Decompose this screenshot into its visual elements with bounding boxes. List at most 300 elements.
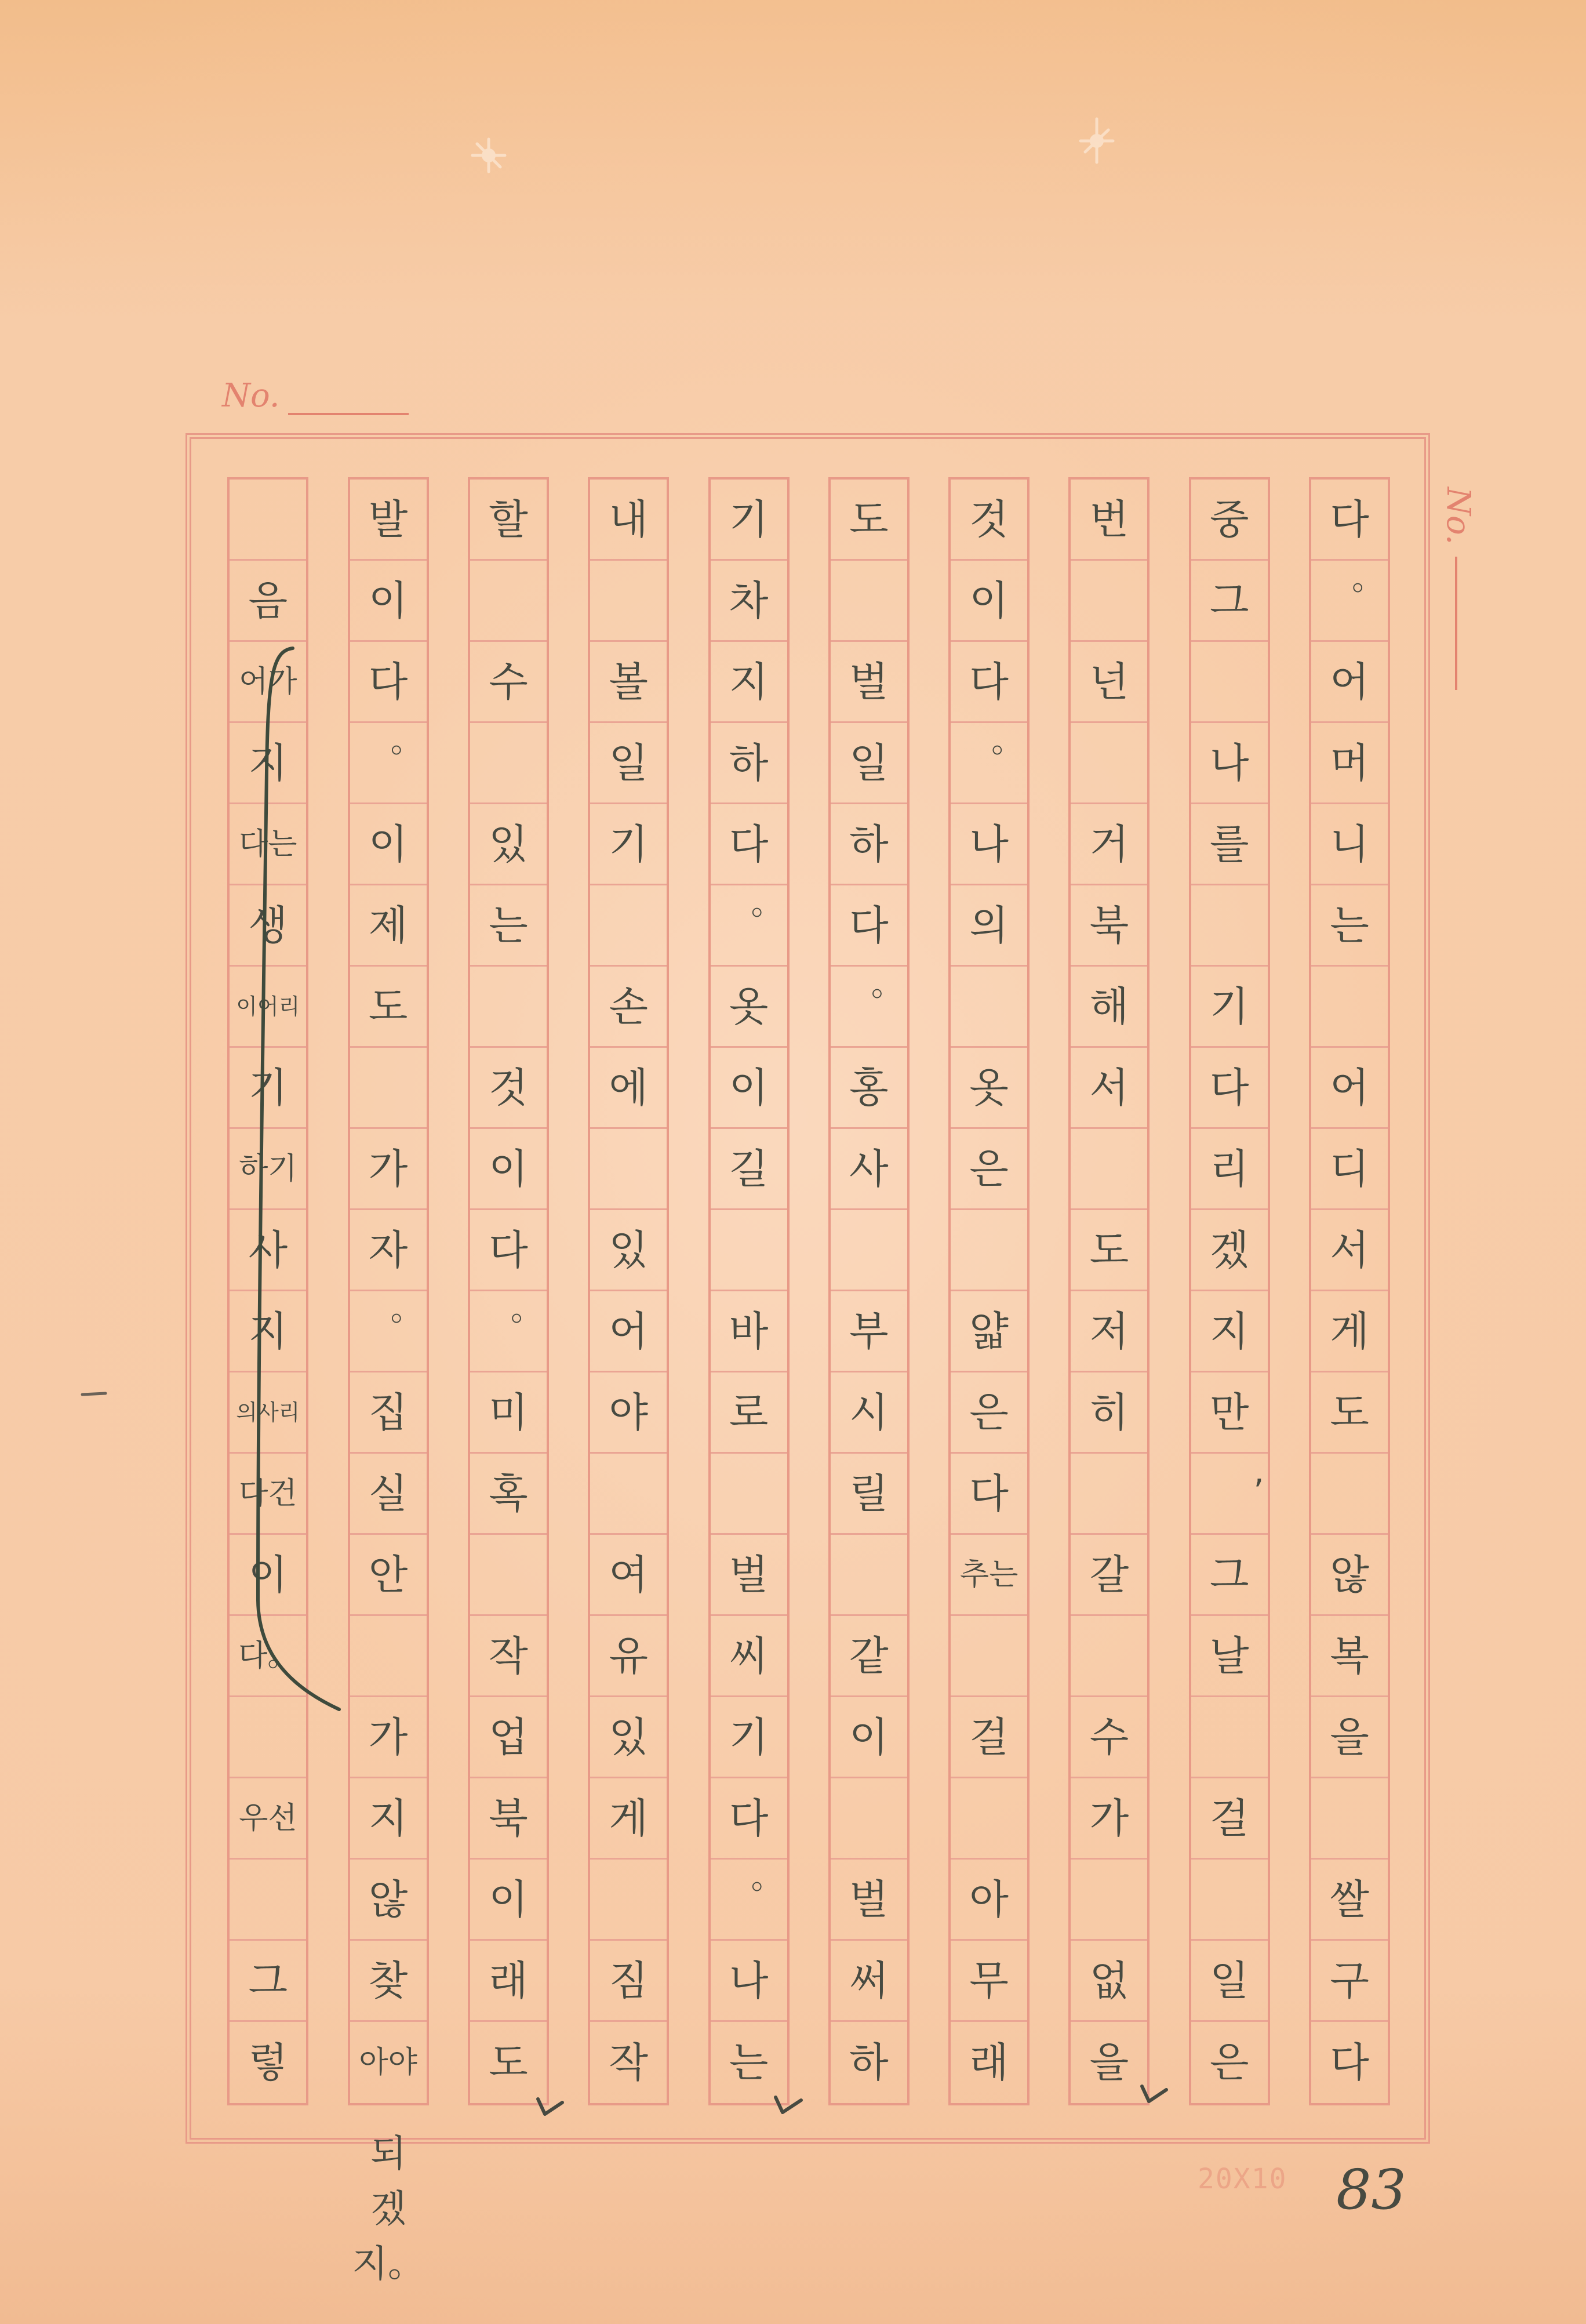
cell-text: 이 xyxy=(489,1145,528,1193)
manuscript-cell xyxy=(350,1616,427,1697)
manuscript-cell xyxy=(831,561,907,642)
manuscript-cell xyxy=(350,642,427,723)
manuscript-cell xyxy=(831,642,907,723)
number-label-side: No. xyxy=(1439,487,1477,545)
cell-text: 다 xyxy=(489,1226,528,1274)
manuscript-cell xyxy=(230,1778,306,1860)
manuscript-cell xyxy=(1071,967,1147,1048)
cell-text: 날 xyxy=(1209,1632,1249,1680)
cell-text: 어 xyxy=(1330,658,1369,706)
cell-text: 는 xyxy=(1330,901,1369,949)
manuscript-cell xyxy=(711,642,787,723)
cell-text: 자 xyxy=(368,1226,408,1274)
cell-text: 의사리 xyxy=(236,1399,300,1425)
manuscript-cell xyxy=(711,561,787,642)
cell-text: 짐 xyxy=(609,1956,648,2005)
cell-text: 일 xyxy=(849,739,889,787)
manuscript-cell xyxy=(590,480,667,561)
manuscript-cell xyxy=(230,885,306,967)
cell-text: 차 xyxy=(729,576,769,624)
cell-text: 이어리 xyxy=(236,993,300,1019)
cell-text: 손 xyxy=(609,982,648,1030)
cell-text: 나 xyxy=(969,820,1009,868)
manuscript-cell xyxy=(1311,1210,1388,1291)
manuscript-cell xyxy=(1311,561,1388,642)
cell-text: 지 xyxy=(1209,1307,1249,1355)
manuscript-cell xyxy=(230,561,306,642)
cell-text: 다。 xyxy=(238,1638,298,1673)
manuscript-cell xyxy=(711,1941,787,2022)
manuscript-cell xyxy=(350,1454,427,1535)
manuscript-cell xyxy=(951,480,1027,561)
manuscript-cell xyxy=(711,1372,787,1454)
manuscript-cell xyxy=(1191,2022,1268,2103)
manuscript-cell xyxy=(350,804,427,885)
manuscript-column xyxy=(1189,477,1270,2105)
cell-text: 그 xyxy=(1209,576,1249,624)
manuscript-cell xyxy=(590,1454,667,1535)
cell-text: 。 xyxy=(991,722,1024,760)
cell-text: 기 xyxy=(729,1713,769,1761)
manuscript-cell xyxy=(1311,642,1388,723)
manuscript-cell xyxy=(711,1697,787,1778)
manuscript-column xyxy=(468,477,549,2105)
manuscript-cell xyxy=(590,1941,667,2022)
manuscript-cell xyxy=(1071,1129,1147,1210)
cell-text: 수 xyxy=(1089,1713,1129,1761)
cell-text: 해 xyxy=(1089,982,1129,1030)
manuscript-cell xyxy=(350,1210,427,1291)
cell-text: 있 xyxy=(609,1713,648,1761)
manuscript-column xyxy=(1068,477,1150,2105)
manuscript-cell xyxy=(350,967,427,1048)
manuscript-cell xyxy=(230,480,306,561)
manuscript-cell xyxy=(951,885,1027,967)
manuscript-cell xyxy=(1071,1291,1147,1372)
cell-text: 겠 xyxy=(1209,1226,1249,1274)
cell-text: 옷 xyxy=(969,1063,1009,1112)
manuscript-cell xyxy=(1191,642,1268,723)
cell-text: 이 xyxy=(969,576,1009,624)
cell-text: 다건 xyxy=(239,1476,297,1511)
manuscript-cell xyxy=(350,2022,427,2103)
cell-text: 음 xyxy=(248,576,288,624)
cell-text: 여 xyxy=(609,1550,648,1599)
cell-text: 다 xyxy=(729,820,769,868)
cell-text: , xyxy=(1253,1453,1264,1491)
manuscript-cell xyxy=(1311,967,1388,1048)
cell-text: 이 xyxy=(849,1713,889,1761)
cell-text: 를 xyxy=(1209,820,1249,868)
manuscript-cell xyxy=(711,1210,787,1291)
manuscript-cell xyxy=(590,885,667,967)
manuscript-cell xyxy=(711,723,787,804)
manuscript-cell xyxy=(711,1860,787,1941)
manuscript-cell xyxy=(230,1860,306,1941)
manuscript-cell xyxy=(711,1048,787,1129)
manuscript-cell xyxy=(230,967,306,1048)
cell-text: 바 xyxy=(729,1307,769,1355)
manuscript-cell xyxy=(470,1535,547,1616)
cell-text: 을 xyxy=(1330,1713,1369,1761)
cell-text: 。 xyxy=(871,966,904,1004)
manuscript-cell xyxy=(1311,2022,1388,2103)
cell-text: 수 xyxy=(489,658,528,706)
manuscript-cell xyxy=(350,1778,427,1860)
cell-text: 하 xyxy=(849,820,889,868)
cell-text: 。 xyxy=(510,1291,543,1328)
number-underline-top xyxy=(288,413,409,415)
cell-text: 다 xyxy=(1209,1063,1249,1112)
manuscript-cell xyxy=(350,480,427,561)
manuscript-cell xyxy=(1311,1616,1388,1697)
manuscript-cell xyxy=(350,885,427,967)
manuscript-cell xyxy=(951,1616,1027,1697)
number-label-top: No. xyxy=(222,377,280,415)
manuscript-cell xyxy=(711,1291,787,1372)
manuscript-cell xyxy=(1071,1535,1147,1616)
manuscript-cell xyxy=(590,1291,667,1372)
cell-text: 있 xyxy=(609,1226,648,1274)
manuscript-cell xyxy=(470,1291,547,1372)
cell-text: 어가 xyxy=(239,664,297,699)
cell-text: 생 xyxy=(248,901,288,949)
cell-text: 일 xyxy=(1209,1956,1249,2005)
manuscript-cell xyxy=(470,2022,547,2103)
cell-text: 하기 xyxy=(239,1151,297,1186)
manuscript-cell xyxy=(831,480,907,561)
cell-text: 않 xyxy=(368,1875,408,1923)
cell-text: 머 xyxy=(1330,739,1369,787)
manuscript-cell xyxy=(590,1860,667,1941)
manuscript-cell xyxy=(951,1048,1027,1129)
cell-text: 이 xyxy=(368,820,408,868)
manuscript-cell xyxy=(831,1048,907,1129)
cell-text: 부 xyxy=(849,1307,889,1355)
manuscript-cell xyxy=(1191,1210,1268,1291)
manuscript-cell xyxy=(470,1372,547,1454)
manuscript-cell xyxy=(350,1860,427,1941)
manuscript-cell xyxy=(831,1210,907,1291)
cell-text: 히 xyxy=(1089,1388,1129,1436)
cell-text: 게 xyxy=(609,1794,648,1842)
manuscript-cell xyxy=(1311,1129,1388,1210)
manuscript-cell xyxy=(590,561,667,642)
page-number: 83 xyxy=(1336,2158,1406,2222)
manuscript-cell xyxy=(470,885,547,967)
manuscript-cell xyxy=(230,1454,306,1535)
manuscript-cell xyxy=(470,1210,547,1291)
manuscript-cell xyxy=(1071,1454,1147,1535)
manuscript-cell xyxy=(590,2022,667,2103)
cell-text: 이 xyxy=(729,1063,769,1112)
manuscript-cell xyxy=(350,1372,427,1454)
cell-text: 기 xyxy=(729,495,769,543)
manuscript-cell xyxy=(951,1454,1027,1535)
manuscript-cell xyxy=(470,1129,547,1210)
manuscript-cell xyxy=(951,1372,1027,1454)
cell-text: 래 xyxy=(969,2039,1009,2086)
manuscript-cell xyxy=(951,1697,1027,1778)
manuscript-cell xyxy=(230,804,306,885)
manuscript-cell xyxy=(711,804,787,885)
manuscript-cell xyxy=(590,642,667,723)
manuscript-cell xyxy=(1311,1291,1388,1372)
cell-text: 도 xyxy=(1089,1226,1129,1274)
manuscript-cell xyxy=(1311,1372,1388,1454)
cell-text: 집 xyxy=(368,1388,408,1436)
manuscript-cell xyxy=(1191,1454,1268,1535)
manuscript-cell xyxy=(590,1535,667,1616)
cell-text: 어 xyxy=(1330,1063,1369,1112)
manuscript-cell xyxy=(1311,1697,1388,1778)
cell-text: 아야 xyxy=(359,2045,417,2080)
manuscript-cell xyxy=(1071,885,1147,967)
manuscript-cell xyxy=(230,1697,306,1778)
cell-text: 기 xyxy=(609,820,648,868)
manuscript-cell xyxy=(1311,480,1388,561)
cell-text: 그 xyxy=(1209,1550,1249,1599)
manuscript-cell xyxy=(470,480,547,561)
cell-text: 우선 xyxy=(239,1800,297,1836)
manuscript-cell xyxy=(831,967,907,1048)
cell-text: 는 xyxy=(729,2039,769,2086)
cell-text: 북 xyxy=(1089,901,1129,949)
manuscript-cell xyxy=(350,1291,427,1372)
manuscript-cell xyxy=(470,1616,547,1697)
manuscript-cell xyxy=(1311,723,1388,804)
manuscript-cell xyxy=(951,1778,1027,1860)
manuscript-cell xyxy=(350,723,427,804)
manuscript-cell xyxy=(470,804,547,885)
manuscript-cell xyxy=(230,1941,306,2022)
manuscript-cell xyxy=(1191,1535,1268,1616)
cell-text: 것 xyxy=(489,1063,528,1112)
manuscript-cell xyxy=(350,1697,427,1778)
cell-text: 같 xyxy=(849,1632,889,1680)
cell-text: 디 xyxy=(1330,1145,1369,1193)
cell-text: 로 xyxy=(729,1388,769,1436)
manuscript-cell xyxy=(951,642,1027,723)
cell-text: 일 xyxy=(609,739,648,787)
cell-text: 않 xyxy=(1330,1550,1369,1599)
manuscript-cell xyxy=(1311,1941,1388,2022)
manuscript-cell xyxy=(951,1535,1027,1616)
cell-text: 다 xyxy=(969,658,1009,706)
overflow-char: 되 xyxy=(370,2133,406,2176)
cell-text: 도 xyxy=(489,2039,528,2086)
manuscript-cell xyxy=(1191,1616,1268,1697)
cell-text: 걸 xyxy=(969,1713,1009,1761)
cell-text: 기 xyxy=(248,1063,288,1112)
manuscript-cell xyxy=(470,723,547,804)
cell-text: 지 xyxy=(248,1307,288,1355)
cell-text: 이 xyxy=(489,1875,528,1923)
manuscript-cell xyxy=(230,1129,306,1210)
manuscript-cell xyxy=(711,2022,787,2103)
manuscript-cell xyxy=(711,1535,787,1616)
manuscript-cell xyxy=(590,1372,667,1454)
manuscript-cell xyxy=(951,1860,1027,1941)
manuscript-cell xyxy=(1191,480,1268,561)
cell-text: 하 xyxy=(729,739,769,787)
manuscript-cell xyxy=(951,1941,1027,2022)
cell-text: 야 xyxy=(609,1388,648,1436)
cell-text: 구 xyxy=(1330,1956,1369,2005)
manuscript-cell xyxy=(590,1048,667,1129)
manuscript-cell xyxy=(1191,1048,1268,1129)
manuscript-cell xyxy=(711,1129,787,1210)
cell-text: 복 xyxy=(1330,1632,1369,1680)
cell-text: 지 xyxy=(729,658,769,706)
manuscript-cell xyxy=(1191,1860,1268,1941)
manuscript-cell xyxy=(590,1129,667,1210)
cell-text: 나 xyxy=(1209,739,1249,787)
cell-text: 릴 xyxy=(849,1469,889,1517)
manuscript-cell xyxy=(1191,1697,1268,1778)
cell-text: 시 xyxy=(849,1388,889,1436)
manuscript-cell xyxy=(230,642,306,723)
manuscript-cell xyxy=(951,1210,1027,1291)
manuscript-cell xyxy=(831,1454,907,1535)
cell-text: 가 xyxy=(368,1713,408,1761)
cell-text: 지 xyxy=(248,739,288,787)
manuscript-cell xyxy=(1071,2022,1147,2103)
cell-text: 기 xyxy=(1209,982,1249,1030)
manuscript-cell xyxy=(1311,1860,1388,1941)
manuscript-cell xyxy=(350,1048,427,1129)
cell-text: 는 xyxy=(489,901,528,949)
cell-text: 없 xyxy=(1089,1956,1129,2005)
pin-hole-mark xyxy=(472,139,505,172)
cell-text: 쌀 xyxy=(1330,1875,1369,1923)
manuscript-cell xyxy=(1191,1372,1268,1454)
cell-text: 아 xyxy=(969,1875,1009,1923)
manuscript-column xyxy=(708,477,790,2105)
manuscript-cell xyxy=(831,1860,907,1941)
cell-text: 내 xyxy=(609,495,648,543)
manuscript-cell xyxy=(1191,804,1268,885)
manuscript-cell xyxy=(831,1535,907,1616)
cell-text: 홍 xyxy=(849,1063,889,1112)
cell-text: 사 xyxy=(849,1145,889,1193)
manuscript-cell xyxy=(590,967,667,1048)
manuscript-cell xyxy=(711,1616,787,1697)
cell-text: 써 xyxy=(849,1956,889,2005)
cell-text: 다 xyxy=(1330,2039,1369,2086)
manuscript-cell xyxy=(230,2022,306,2103)
manuscript-cell xyxy=(230,1210,306,1291)
manuscript-cell xyxy=(831,723,907,804)
overflow-char: 지。 xyxy=(352,2243,425,2286)
manuscript-cell xyxy=(711,1778,787,1860)
manuscript-cell xyxy=(1071,1941,1147,2022)
cell-text: 어 xyxy=(609,1307,648,1355)
manuscript-cell xyxy=(951,1129,1027,1210)
manuscript-cell xyxy=(1071,1616,1147,1697)
cell-text: 렇 xyxy=(248,2039,288,2086)
cell-text: 도 xyxy=(1330,1388,1369,1436)
cell-text: 다 xyxy=(849,901,889,949)
manuscript-cell xyxy=(831,1778,907,1860)
cell-text: 작 xyxy=(489,1632,528,1680)
cell-text: 추는 xyxy=(959,1557,1018,1592)
cell-text: 게 xyxy=(1330,1307,1369,1355)
manuscript-cell xyxy=(230,723,306,804)
manuscript-column xyxy=(1309,477,1390,2105)
cell-text: 에 xyxy=(609,1063,648,1112)
cell-text: 것 xyxy=(969,495,1009,543)
manuscript-cell xyxy=(1311,1535,1388,1616)
cell-text: 다 xyxy=(969,1469,1009,1517)
manuscript-cell xyxy=(350,1129,427,1210)
cell-text: 안 xyxy=(368,1550,408,1599)
cell-text: 거 xyxy=(1089,820,1129,868)
manuscript-cell xyxy=(1071,1860,1147,1941)
manuscript-cell xyxy=(590,1697,667,1778)
manuscript-cell xyxy=(951,2022,1027,2103)
cell-text: 을 xyxy=(1089,2039,1129,2086)
manuscript-cell xyxy=(470,1941,547,2022)
manuscript-cell xyxy=(1191,885,1268,967)
cell-text: 번 xyxy=(1089,495,1129,543)
number-underline-side xyxy=(1455,557,1457,690)
manuscript-cell xyxy=(1191,1941,1268,2022)
manuscript-cell xyxy=(951,804,1027,885)
manuscript-cell xyxy=(350,1535,427,1616)
manuscript-cell xyxy=(470,642,547,723)
cell-text: 다는 xyxy=(239,826,297,862)
manuscript-cell xyxy=(590,1210,667,1291)
cell-text: 。 xyxy=(751,885,784,923)
cell-text: 니 xyxy=(1330,820,1369,868)
manuscript-cell xyxy=(590,804,667,885)
manuscript-cell xyxy=(1311,804,1388,885)
manuscript-cell xyxy=(1311,885,1388,967)
overflow-text xyxy=(348,2127,429,2292)
manuscript-cell xyxy=(1191,1778,1268,1860)
cell-text: 은 xyxy=(969,1388,1009,1436)
margin-dash-mark xyxy=(82,1393,106,1395)
manuscript-cell xyxy=(831,1616,907,1697)
cell-text: 은 xyxy=(1209,2039,1249,2086)
cell-text: 가 xyxy=(368,1145,408,1193)
manuscript-cell xyxy=(350,1941,427,2022)
manuscript-cell xyxy=(470,561,547,642)
sheet-format-stamp: 20X10 xyxy=(1198,2163,1287,2195)
cell-text: 작 xyxy=(609,2039,648,2086)
manuscript-cell xyxy=(1311,1048,1388,1129)
cell-text: 은 xyxy=(969,1145,1009,1193)
cell-text: 갈 xyxy=(1089,1550,1129,1599)
manuscript-cell xyxy=(1191,1129,1268,1210)
manuscript-cell xyxy=(470,967,547,1048)
manuscript-column xyxy=(948,477,1030,2105)
manuscript-cell xyxy=(1071,642,1147,723)
cell-text: 다 xyxy=(368,658,408,706)
cell-text: 실 xyxy=(368,1469,408,1517)
manuscript-cell xyxy=(230,1616,306,1697)
manuscript-column xyxy=(588,477,669,2105)
manuscript-cell xyxy=(831,1372,907,1454)
cell-text: 업 xyxy=(489,1713,528,1761)
cell-text: 사 xyxy=(248,1226,288,1274)
manuscript-cell xyxy=(230,1372,306,1454)
manuscript-cell xyxy=(1071,1048,1147,1129)
manuscript-cell xyxy=(1191,723,1268,804)
manuscript-cell xyxy=(951,1291,1027,1372)
manuscript-cell xyxy=(1071,804,1147,885)
